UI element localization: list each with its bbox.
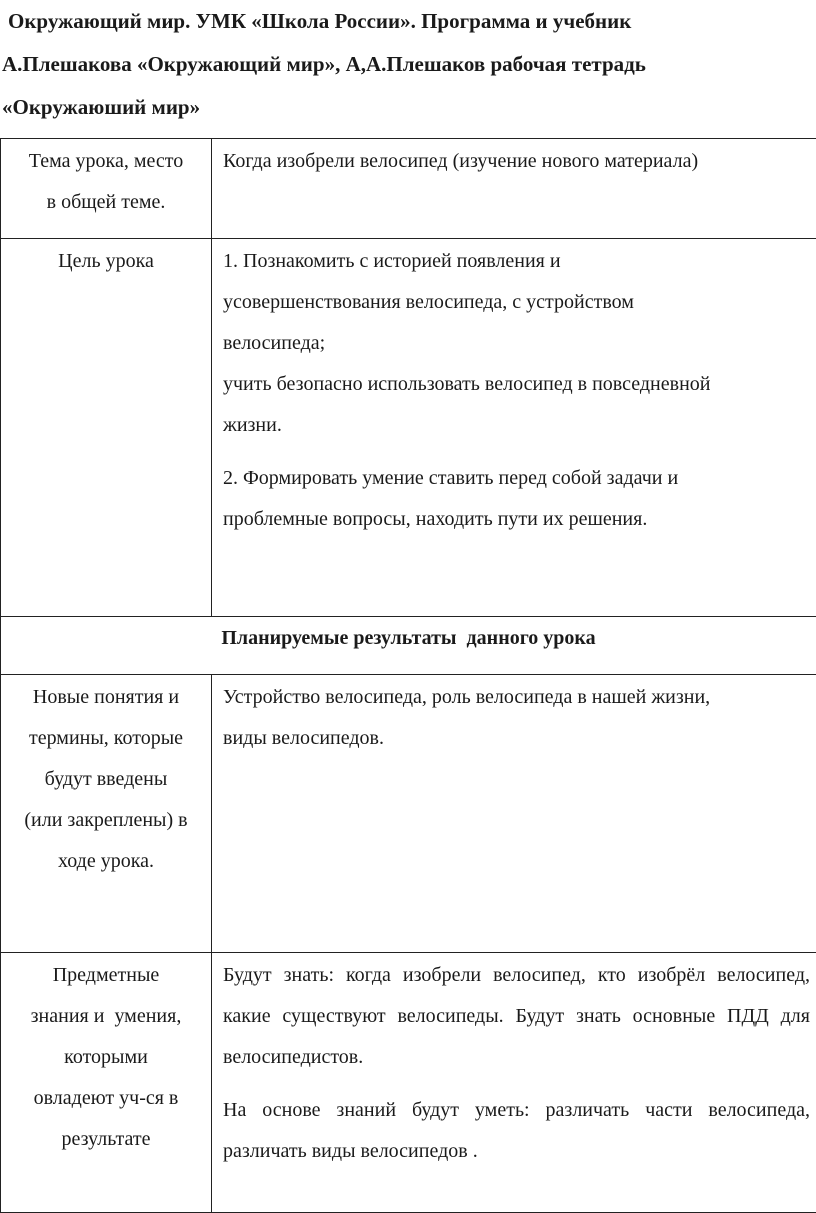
- goal-line-7: проблемные вопросы, находить пути их решения.: [223, 499, 810, 540]
- topic-value: Когда изобрели велосипед (изучение нового материала): [223, 141, 810, 182]
- table-row-new-terms: [1, 675, 816, 953]
- goal-value-cell: [212, 239, 816, 617]
- subject-knowledge-label-line-1: Предметные: [7, 955, 205, 996]
- goal-line-5: жизни.: [223, 405, 810, 446]
- table-row-goal: [1, 239, 816, 617]
- goal-line-4: учить безопасно использовать велосипед в повседневной: [223, 364, 810, 405]
- table-row-subject-knowledge: [1, 953, 816, 1213]
- section-heading-cell: [1, 617, 816, 675]
- topic-label-cell: [1, 139, 212, 239]
- subject-knowledge-label-line-2: знания и умения,: [7, 996, 205, 1037]
- section-heading: Планируемые результаты данного урока: [221, 627, 595, 649]
- goal-label-cell: [1, 239, 212, 617]
- goal-line-6: 2. Формировать умение ставить перед собой задачи и: [223, 458, 810, 499]
- subject-knowledge-label-line-4: овладеют уч-ся в: [7, 1078, 205, 1119]
- new-terms-value-line-2: виды велосипедов.: [223, 718, 810, 759]
- new-terms-value-line-1: Устройство велосипеда, роль велосипеда в нашей жизни,: [223, 677, 810, 718]
- new-terms-label-line-1: Новые понятия и: [7, 677, 205, 718]
- new-terms-label-line-5: ходе урока.: [7, 841, 205, 882]
- subject-knowledge-label-line-3: которыми: [7, 1037, 205, 1078]
- topic-value-cell: [212, 139, 816, 239]
- new-terms-label-cell: [1, 675, 212, 953]
- subject-knowledge-label-cell: [1, 953, 212, 1213]
- title-line-3: «Окружаюший мир»: [0, 86, 816, 129]
- goal-label: Цель урока: [7, 241, 205, 282]
- table-row-topic: [1, 139, 816, 239]
- subject-knowledge-label-line-5: результате: [7, 1119, 205, 1160]
- table-row-section-heading: [1, 617, 816, 675]
- document-title: [0, 0, 816, 129]
- subject-knowledge-paragraph-1: Будут знать: когда изобрели велосипед, кто изобрёл велосипед, какие существуют велосипеды. Будут знать основные ПДД для велосипедистов.: [223, 955, 810, 1078]
- goal-line-3: велосипеда;: [223, 323, 810, 364]
- new-terms-label-line-2: термины, которые: [7, 718, 205, 759]
- goal-line-1: 1. Познакомить с историей появления и: [223, 241, 810, 282]
- goal-line-2: усовершенствования велосипеда, с устройством: [223, 282, 810, 323]
- title-line-2: А.Плешакова «Окружающий мир», А,А.Плешаков рабочая тетрадь: [0, 43, 816, 86]
- title-line-1: Окружающий мир. УМК «Школа России». Программа и учебник: [0, 0, 816, 43]
- new-terms-value-cell: [212, 675, 816, 953]
- topic-label-line-1: Тема урока, место: [7, 141, 205, 182]
- new-terms-label-line-3: будут введены: [7, 759, 205, 800]
- lesson-plan-table: [0, 138, 816, 1213]
- new-terms-label-line-4: (или закреплены) в: [7, 800, 205, 841]
- subject-knowledge-value-cell: [212, 953, 816, 1213]
- subject-knowledge-paragraph-2: На основе знаний будут уметь: различать части велосипеда, различать виды велосипедов .: [223, 1090, 810, 1172]
- topic-label-line-2: в общей теме.: [7, 182, 205, 223]
